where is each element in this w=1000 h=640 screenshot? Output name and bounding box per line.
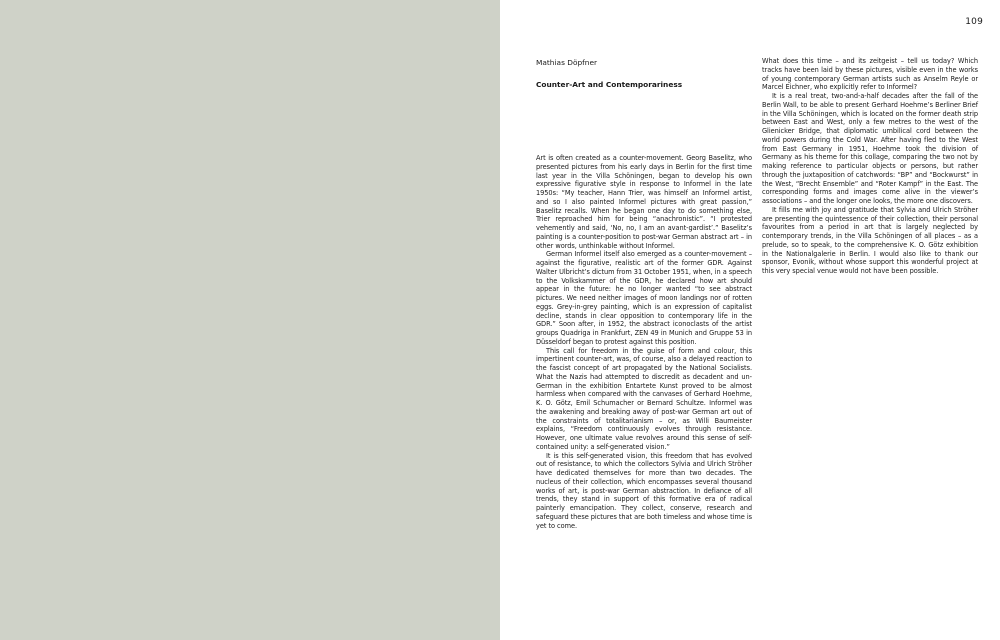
- paragraph: What does this time – and its zeitgeist – tell us today? Which tracks have been laid by these pictures, visible even in the works of young contemporary German artists such as Anselm Reyle or Marcel Eichner, who explicitly refer to Informel?: [762, 57, 978, 92]
- author-name: Mathias Döpfner: [536, 58, 598, 67]
- page-number: 109: [965, 17, 983, 27]
- paragraph: German Informel itself also emerged as a counter-movement – against the figurative, realistic art of the former GDR. Against Walter Ulbricht’s dictum from 31 October 1951, when, in a speech to the Volkskammer of the GDR, he declared how art should appear in the future: he no longer wanted “to see abstract pictures. We need neither images of moon landings nor of rotten eggs. Grey-in-grey painting, which is an expression of capitalist decline, stands in clear opposition to contemporary life in the GDR.” Soon after, in 1952, the abstract iconoclasts of the artist groups Quadriga in Frankfurt, ZEN 49 in Munich and Gruppe 53 in Düsseldorf began to protest against this position.: [536, 250, 752, 346]
- paragraph: It is a real treat, two-and-a-half decades after the fall of the Berlin Wall, to be able to present Gerhard Hoehme’s Berliner Brief in the Villa Schöningen, which is located on the former death strip between East and West, only a few metres to the west of the Glienicker Bridge, that diplomatic umbilical cord between the world powers during the Cold War. After having fled to the West from East Germany in 1951, Hoehme took the division of Germany as his theme for this collage, comparing the two not by making reference to particular objects or persons, but rather through the juxtaposition of catchwords: “BP” and “Bockwurst” in the West, “Brecht Ensemble” and “Roter Kampf” in the East. The corresponding forms and images come alive in the viewer’s associations – and the longer one looks, the more one discovers.: [762, 92, 978, 205]
- paragraph: Art is often created as a counter-movement. Georg Baselitz, who presented pictures from his early days in Berlin for the first time last year in the Villa Schöningen, began to develop his own expressive figurative style in response to Informel in the late 1950s: “My teacher, Hann Trier, was himself an Informel artist, and so I also painted Informel pictures with great passion,” Baselitz recalls. When he began one day to do something else, Trier reproached him for being “anachronistic”. “I protested vehemently and said, ‘No, no, I am an avant-gardist’.” Baselitz’s painting is a counter-position to post-war German abstract art – in other words, unthinkable without Informel.: [536, 154, 752, 250]
- paragraph: It is this self-generated vision, this freedom that has evolved out of resistance, to which the collectors Sylvia and Ulrich Ströher have dedicated themselves for more than two decades. The nucleus of their collection, which encompasses several thousand works of art, is post-war German abstraction. In defiance of all trends, they stand in support of this formative era of radical painterly emancipation. They collect, conserve, research and safeguard these pictures that are both timeless and whose time is yet to come.: [536, 451, 752, 530]
- essay-title: Counter-Art and Contemporariness: [536, 80, 683, 89]
- right-page: [500, 0, 1000, 640]
- paragraph: It fills me with joy and gratitude that Sylvia and Ulrich Ströher are presenting the quintessence of their collection, their personal favourites from a period in art that is largely neglected by contemporary trends, in the Villa Schöningen of all places – as a prelude, so to speak, to the comprehensive K. O. Götz exhibition in the Nationalgalerie in Berlin. I would also like to thank our sponsor, Evonik, without whose support this wonderful project at this very special venue would not have been possible.: [762, 205, 978, 275]
- text-column-right: [762, 57, 978, 276]
- paragraph: This call for freedom in the guise of form and colour, this impertinent counter-art, was, of course, also a delayed reaction to the fascist concept of art propagated by the National Socialists. What the Nazis had attempted to discredit as decadent and un-German in the exhibition Entartete Kunst proved to be almost harmless when compared with the canvases of Gerhard Hoehme, K. O. Götz, Emil Schumacher or Bernard Schultze. Informel was the awakening and breaking away of post-war German art out of the constraints of totalitarianism – or, as Willi Baumeister explains, “Freedom continuously evolves through resistance. However, one ultimate value revolves around this sense of self-contained unity: a self-generated vision.”: [536, 346, 752, 451]
- text-column-left: [536, 154, 752, 530]
